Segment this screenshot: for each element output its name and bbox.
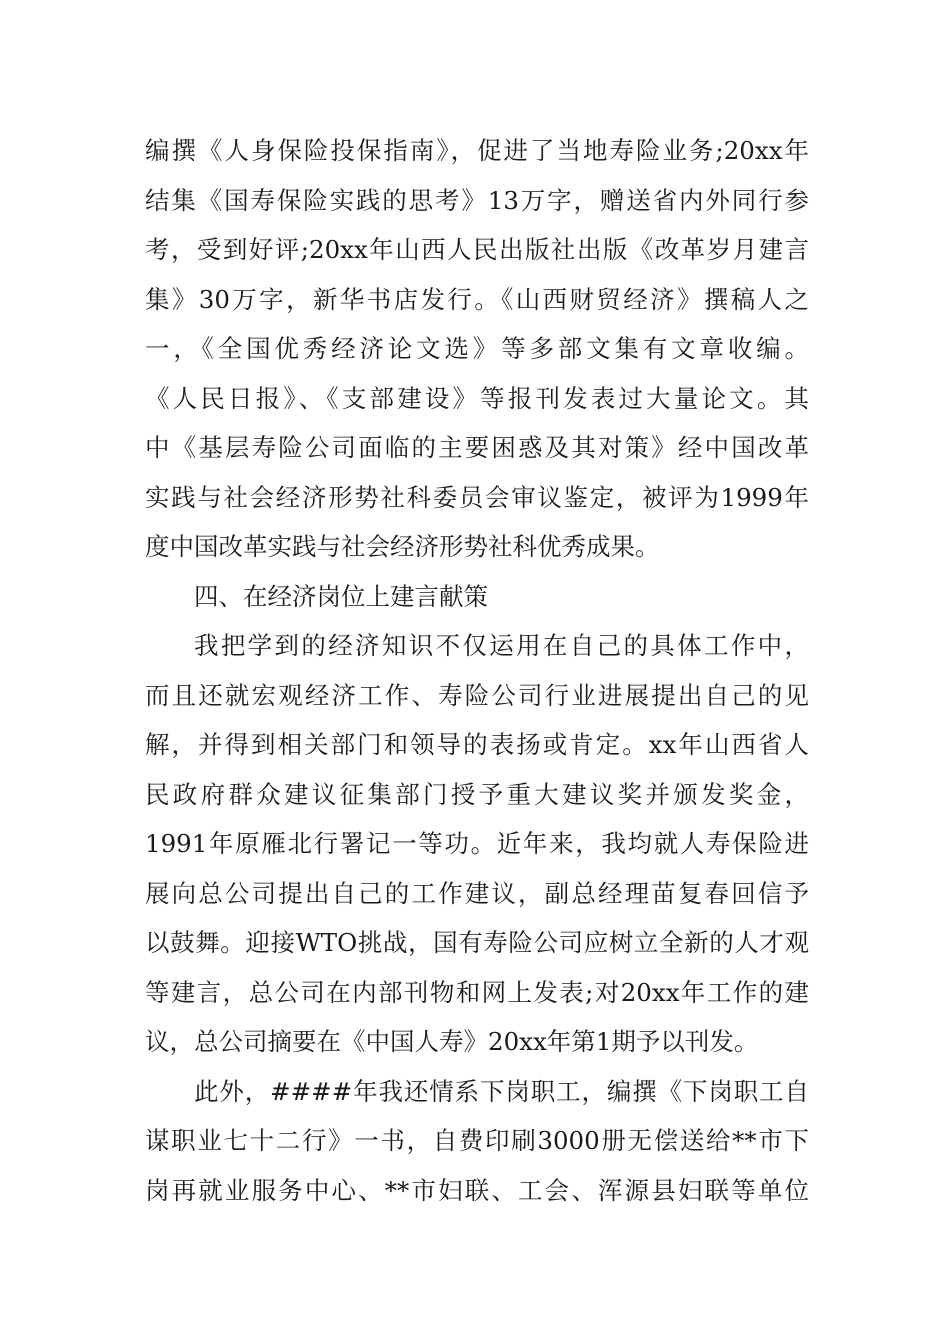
text-line: 一，《全国优秀经济论文选》等多部文集有文章收编。 xyxy=(145,334,809,363)
text-line: 《人民日报》、《支部建设》等报刊发表过大量论文。其 xyxy=(145,383,809,413)
text-line: 考，受到好评;20xx年山西人民出版社出版《改革岁月建言 xyxy=(145,235,809,264)
text-line: 编撰《人身保险投保指南》，促进了当地寿险业务;20xx年 xyxy=(145,136,809,165)
body-text xyxy=(145,126,809,1215)
text-line: 谋职业七十二行》一书，自费印刷3000册无偿送给**市下 xyxy=(145,1126,809,1155)
text-line: 解，并得到相关部门和领导的表扬或肯定。xx年山西省人 xyxy=(145,730,809,759)
section-heading: 四、在经济岗位上建言献策 xyxy=(194,581,488,611)
text-line: 民政府群众建议征集部门授予重大建议奖并颁发奖金， xyxy=(145,779,809,809)
text-line: 此外，####年我还情系下岗职工，编撰《下岗职工自 xyxy=(194,1076,809,1106)
text-line: 以鼓舞。迎接WTO挑战，国有寿险公司应树立全新的人才观 xyxy=(145,928,809,957)
text-line: 而且还就宏观经济工作、寿险公司行业进展提出自己的见 xyxy=(145,680,809,710)
text-line: 实践与社会经济形势社科委员会审议鉴定，被评为1999年 xyxy=(145,482,809,512)
text-line: 等建言，总公司在内部刊物和网上发表;对20xx年工作的建 xyxy=(145,977,809,1007)
text-line: 集》30万字，新华书店发行。《山西财贸经济》撰稿人之 xyxy=(145,284,809,314)
text-line: 展向总公司提出自己的工作建议，副总经理苗复春回信予 xyxy=(145,878,809,908)
text-line: 中《基层寿险公司面临的主要困惑及其对策》经中国改革 xyxy=(145,433,809,462)
text-line: 结集《国寿保险实践的思考》13万字，赠送省内外同行参 xyxy=(145,185,809,215)
text-line: 1991年原雁北行署记一等功。近年来，我均就人寿保险进 xyxy=(145,829,809,858)
text-line: 岗再就业服务中心、**市妇联、工会、浑源县妇联等单位 xyxy=(145,1175,809,1205)
text-line: 度中国改革实践与社会经济形势社科优秀成果。 xyxy=(145,532,660,561)
text-line: 议，总公司摘要在《中国人寿》20xx年第1期予以刊发。 xyxy=(145,1027,759,1056)
text-line: 我把学到的经济知识不仅运用在自己的具体工作中， xyxy=(194,631,809,660)
